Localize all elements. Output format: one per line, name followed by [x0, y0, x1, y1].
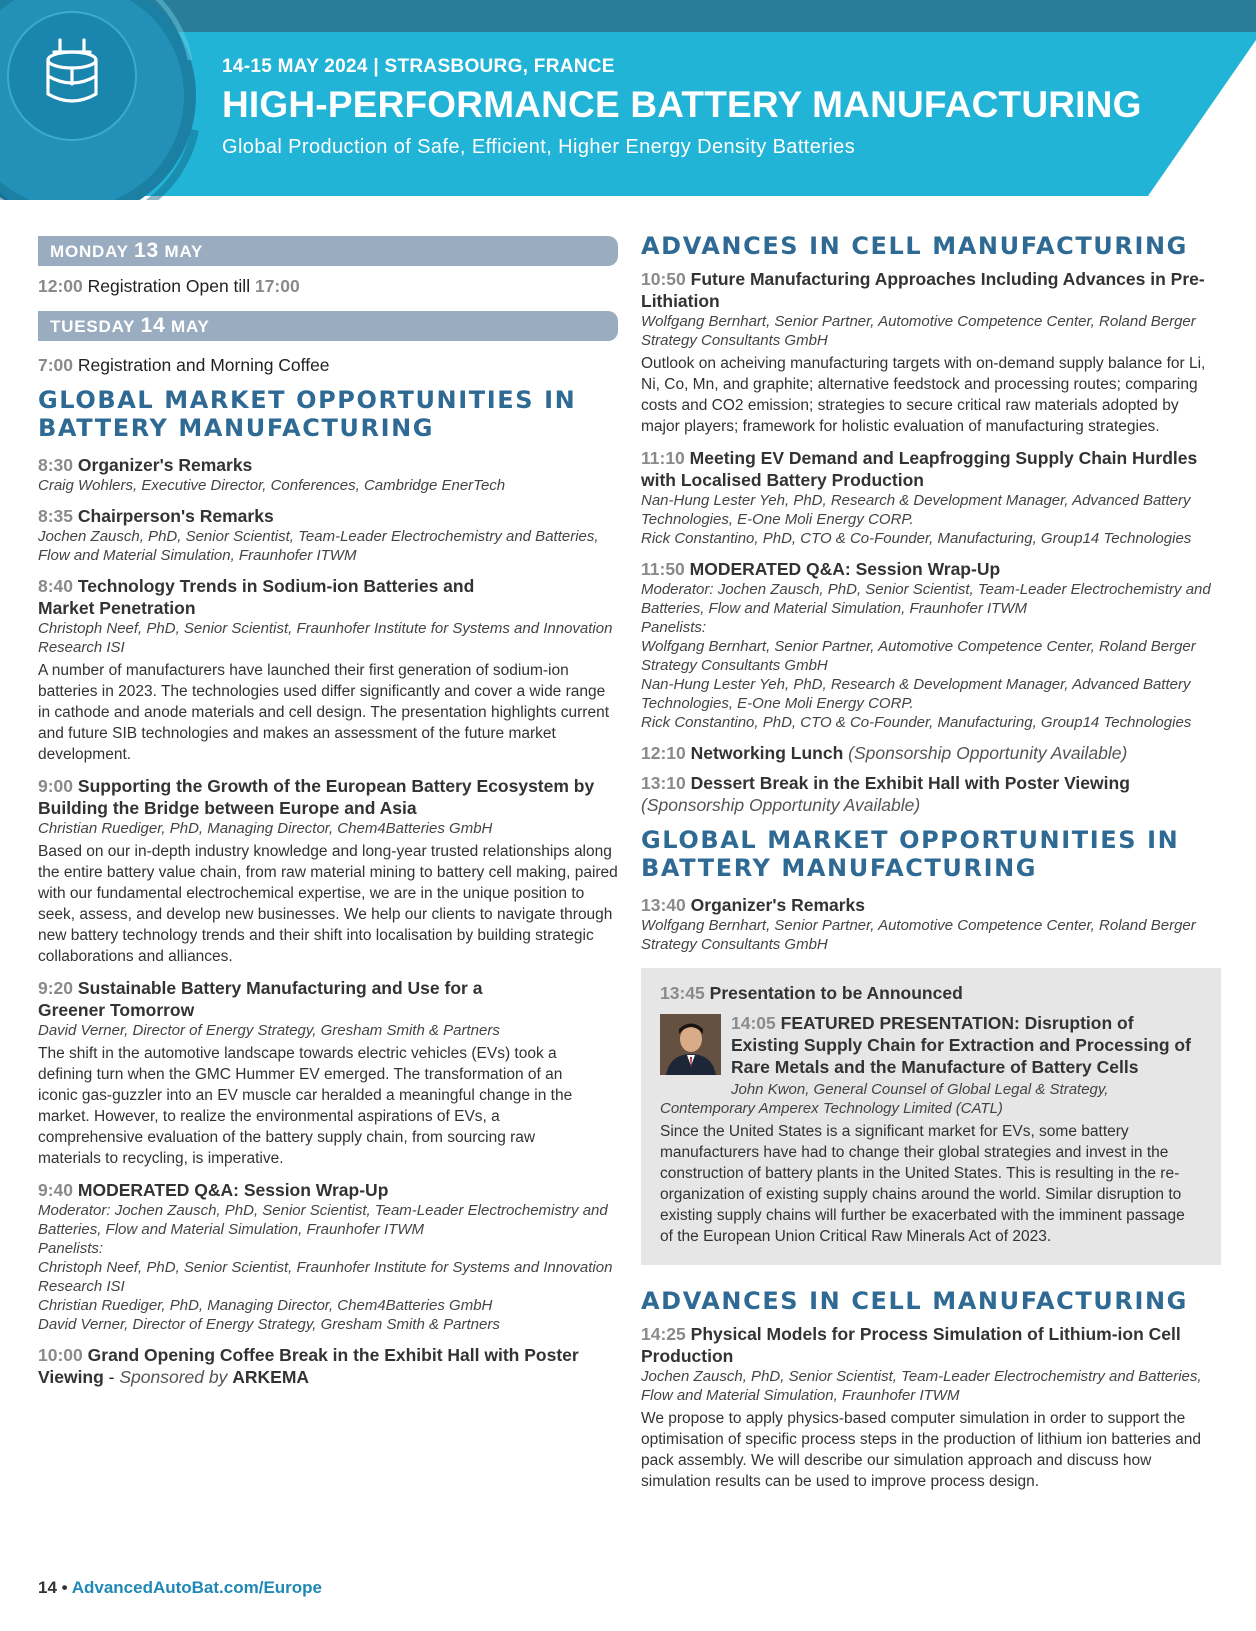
- session-title: Technology Trends in Sodium-ion Batteries and Market Penetration: [38, 576, 475, 618]
- session-item: [38, 775, 618, 967]
- section-heading: GLOBAL MARKET OPPORTUNITIES IN BATTERY MANUFACTURING: [641, 826, 1180, 882]
- event-title: HIGH-PERFORMANCE BATTERY MANUFACTURING: [222, 84, 1142, 125]
- session-time: 11:10: [641, 448, 685, 468]
- session-title: Organizer's Remarks: [690, 895, 866, 915]
- separator: -: [103, 1367, 120, 1387]
- session-item-qa: [38, 1179, 618, 1334]
- session-description: Based on our in-depth industry knowledge and long-year trusted relationships along the entire battery value chain, from raw material mining to battery cell making, paired with our fundamental electrochemical expertise, we are in the unique position to seek, assess, and develop new businesses. We help our clients to navigate through new battery technology trends and their shift into localisation by building strategic collaborations and alliances.: [38, 843, 618, 965]
- day-name: MONDAY: [50, 242, 129, 261]
- moderator: Moderator: Jochen Zausch, PhD, Senior Scientist, Team-Leader Electrochemistry and Batteries, Flow and Material Simulation, Fraunhofer ITWM: [641, 581, 1211, 617]
- session-item: [38, 977, 618, 1169]
- event-header: [0, 0, 1256, 200]
- day-name: TUESDAY: [50, 317, 135, 336]
- session-speakers: Christian Ruediger, PhD, Managing Director, Chem4Batteries GmbH: [38, 820, 493, 837]
- sponsor-name: ARKEMA: [232, 1367, 310, 1387]
- day-month: MAY: [164, 242, 204, 261]
- session-item: [38, 454, 618, 495]
- session-time: 9:40: [38, 1180, 74, 1200]
- sponsored-by-label: Sponsored by: [119, 1367, 228, 1387]
- session-speakers: Jochen Zausch, PhD, Senior Scientist, Team-Leader Electrochemistry and Batteries, Flow and Material Simulation, Fraunhofer ITWM: [641, 1368, 1202, 1404]
- session-speaker: Nan-Hung Lester Yeh, PhD, Research & Development Manager, Advanced Battery Technologies, E-One Moli Energy CORP.: [641, 492, 1191, 528]
- session-speakers: Jochen Zausch, PhD, Senior Scientist, Team-Leader Electrochemistry and Batteries, Flow and Material Simulation, Fraunhofer ITWM: [38, 528, 599, 564]
- session-speaker: Rick Constantino, PhD, CTO & Co-Founder, Manufacturing, Group14 Technologies: [641, 530, 1192, 547]
- panelist: Christoph Neef, PhD, Senior Scientist, Fraunhofer Institute for Systems and Innovation Research ISI: [38, 1259, 613, 1295]
- left-column: [38, 236, 618, 1388]
- session-description: The shift in the automotive landscape towards electric vehicles (EVs) took a defining turn when the GMC Hummer EV emerged. The transformation of an iconic gas-guzzler into an EV muscle car heralded a meaningful change in the market. However, to realize the environmental aspirations of EVs, a comprehensive evaluation of the battery supply chain, from sourcing raw materials to recycling, is imperative.: [38, 1045, 573, 1167]
- panelists-label: Panelists:: [38, 1240, 104, 1257]
- session-title: Supporting the Growth of the European Battery Ecosystem by Building the Bridge between Europe and Asia: [38, 776, 595, 818]
- session-description: Since the United States is a significant market for EVs, some battery manufacturers have had to change their global strategies and invest in the construction of battery plants in the United States. This is resulting in the re-organization of existing supply chains around the world. Similar disruption to existing supply chains will further be exacerbated with the imminent passage of the European Union Critical Raw Minerals Act of 2023.: [660, 1123, 1185, 1245]
- session-time: 12:00: [38, 276, 83, 296]
- session-time: 13:45: [660, 983, 705, 1003]
- featured-presentation-box: [641, 968, 1221, 1265]
- registration-tuesday: [38, 354, 618, 376]
- session-time: 7:00: [38, 355, 74, 375]
- session-time: 14:05: [731, 1013, 776, 1033]
- session-title: Organizer's Remarks: [77, 455, 253, 475]
- session-description: We propose to apply physics-based computer simulation in order to support the optimisation of specific process steps in the production of lithium ion batteries and pack assembly. We will describe our simulation approach and discuss how simulation results can be used to improve process design.: [641, 1410, 1202, 1490]
- session-item: [641, 894, 1221, 954]
- session-title: Registration Open till: [87, 276, 251, 296]
- battery-cell-icon: [40, 36, 104, 117]
- speaker-photo: [660, 1014, 721, 1075]
- session-item: [38, 505, 618, 565]
- day-number: 13: [134, 239, 159, 262]
- panelist: Rick Constantino, PhD, CTO & Co-Founder, Manufacturing, Group14 Technologies: [641, 714, 1192, 731]
- session-title: Chairperson's Remarks: [77, 506, 274, 526]
- session-speakers: Wolfgang Bernhart, Senior Partner, Automotive Competence Center, Roland Berger Strategy Consultants GmbH: [641, 917, 1196, 953]
- session-title: Dessert Break in the Exhibit Hall with Poster Viewing: [690, 773, 1130, 793]
- website-link[interactable]: AdvancedAutoBat.com/Europe: [71, 1578, 323, 1597]
- right-column: [641, 232, 1221, 1492]
- session-title: FEATURED PRESENTATION: Disruption of Existing Supply Chain for Extraction and Processing of Rare Metals and the Manufacture of Battery Cells: [731, 1013, 1191, 1077]
- session-title: MODERATED Q&A: Session Wrap-Up: [77, 1180, 389, 1200]
- session-description: Outlook on acheiving manufacturing targets with on-demand supply balance for Li, Ni, Co, Mn, and graphite; alternative feedstock and processing routes; comparing costs and CO2 emission; strategies to secure critical raw materials adopted by major players; framework for holistic evaluation of manufacturing strategies.: [641, 355, 1206, 435]
- session-item-qa: [641, 558, 1221, 732]
- session-time: 13:10: [641, 773, 686, 793]
- day-month: MAY: [171, 317, 210, 336]
- session-time: 14:25: [641, 1324, 686, 1344]
- section-heading: ADVANCES IN CELL MANUFACTURING: [641, 1287, 1188, 1315]
- session-speakers: David Verner, Director of Energy Strategy, Gresham Smith & Partners: [38, 1022, 500, 1039]
- session-item: [641, 1323, 1221, 1492]
- session-item: [38, 1344, 618, 1388]
- sponsorship-note: (Sponsorship Opportunity Available): [848, 743, 1128, 763]
- footer-separator: •: [61, 1578, 68, 1597]
- session-time: 11:50: [641, 559, 685, 579]
- session-description: A number of manufacturers have launched their first generation of sodium-ion batteries in 2023. The technologies used differ significantly and cover a wide range in cathode and anode materials and cell design. The presentation highlights current and future SIB technologies and makes an assessment of the future market development.: [38, 662, 610, 763]
- panelist: Christian Ruediger, PhD, Managing Director, Chem4Batteries GmbH: [38, 1297, 493, 1314]
- session-title: Networking Lunch: [690, 743, 844, 763]
- session-item: [641, 447, 1221, 548]
- session-title: Future Manufacturing Approaches Including Advances in Pre-Lithiation: [641, 269, 1205, 311]
- session-speakers: John Kwon, General Counsel of Global Legal & Strategy, Contemporary Amperex Technology Limited (CATL): [660, 1081, 1109, 1117]
- session-title: Registration and Morning Coffee: [77, 355, 330, 375]
- day-number: 14: [140, 314, 166, 337]
- session-time: 8:30: [38, 455, 74, 475]
- session-time: 10:00: [38, 1345, 83, 1365]
- panelist: David Verner, Director of Energy Strategy, Gresham Smith & Partners: [38, 1316, 500, 1333]
- section-heading: GLOBAL MARKET OPPORTUNITIES IN BATTERY MANUFACTURING: [38, 386, 577, 442]
- moderator: Moderator: Jochen Zausch, PhD, Senior Scientist, Team-Leader Electrochemistry and Batteries, Flow and Material Simulation, Fraunhofer ITWM: [38, 1202, 608, 1238]
- page-footer: [38, 1578, 322, 1598]
- session-time: 10:50: [641, 269, 686, 289]
- session-time: 8:40: [38, 576, 74, 596]
- session-item: [641, 772, 1221, 816]
- section-heading: ADVANCES IN CELL MANUFACTURING: [641, 232, 1188, 260]
- registration-monday: [38, 275, 618, 297]
- session-title: Presentation to be Announced: [709, 983, 963, 1003]
- session-title: Sustainable Battery Manufacturing and Use for a Greener Tomorrow: [38, 978, 483, 1020]
- event-subtitle: Global Production of Safe, Efficient, Higher Energy Density Batteries: [222, 136, 856, 158]
- session-title: Grand Opening Coffee Break in the Exhibit Hall with Poster Viewing: [38, 1345, 579, 1387]
- panelist: Wolfgang Bernhart, Senior Partner, Automotive Competence Center, Roland Berger Strategy Consultants GmbH: [641, 638, 1196, 674]
- session-time: 9:00: [38, 776, 74, 796]
- session-speakers: Wolfgang Bernhart, Senior Partner, Automotive Competence Center, Roland Berger Strategy Consultants GmbH: [641, 313, 1196, 349]
- session-end-time: 17:00: [254, 276, 300, 296]
- session-item: [38, 575, 618, 765]
- session-item: [641, 268, 1221, 437]
- session-time: 8:35: [38, 506, 74, 526]
- panelists-label: Panelists:: [641, 619, 707, 636]
- session-time: 13:40: [641, 895, 686, 915]
- session-title: MODERATED Q&A: Session Wrap-Up: [689, 559, 1001, 579]
- session-speakers: Christoph Neef, PhD, Senior Scientist, Fraunhofer Institute for Systems and Innovation Research ISI: [38, 620, 613, 656]
- day-bar-monday: [38, 236, 618, 266]
- day-bar-tuesday: [38, 311, 618, 341]
- panelist: Nan-Hung Lester Yeh, PhD, Research & Development Manager, Advanced Battery Technologies, E-One Moli Energy CORP.: [641, 676, 1191, 712]
- page-number: 14: [38, 1578, 57, 1597]
- session-speakers: Craig Wohlers, Executive Director, Conferences, Cambridge EnerTech: [38, 477, 506, 494]
- session-time: 9:20: [38, 978, 74, 998]
- sponsorship-note: (Sponsorship Opportunity Available): [641, 795, 921, 815]
- session-time: 12:10: [641, 743, 686, 763]
- session-item: [641, 742, 1221, 764]
- session-title: Meeting EV Demand and Leapfrogging Supply Chain Hurdles with Localised Battery Production: [641, 448, 1198, 490]
- event-date-location: 14-15 MAY 2024 | STRASBOURG, FRANCE: [222, 56, 615, 77]
- session-title: Physical Models for Process Simulation of Lithium-ion Cell Production: [641, 1324, 1181, 1366]
